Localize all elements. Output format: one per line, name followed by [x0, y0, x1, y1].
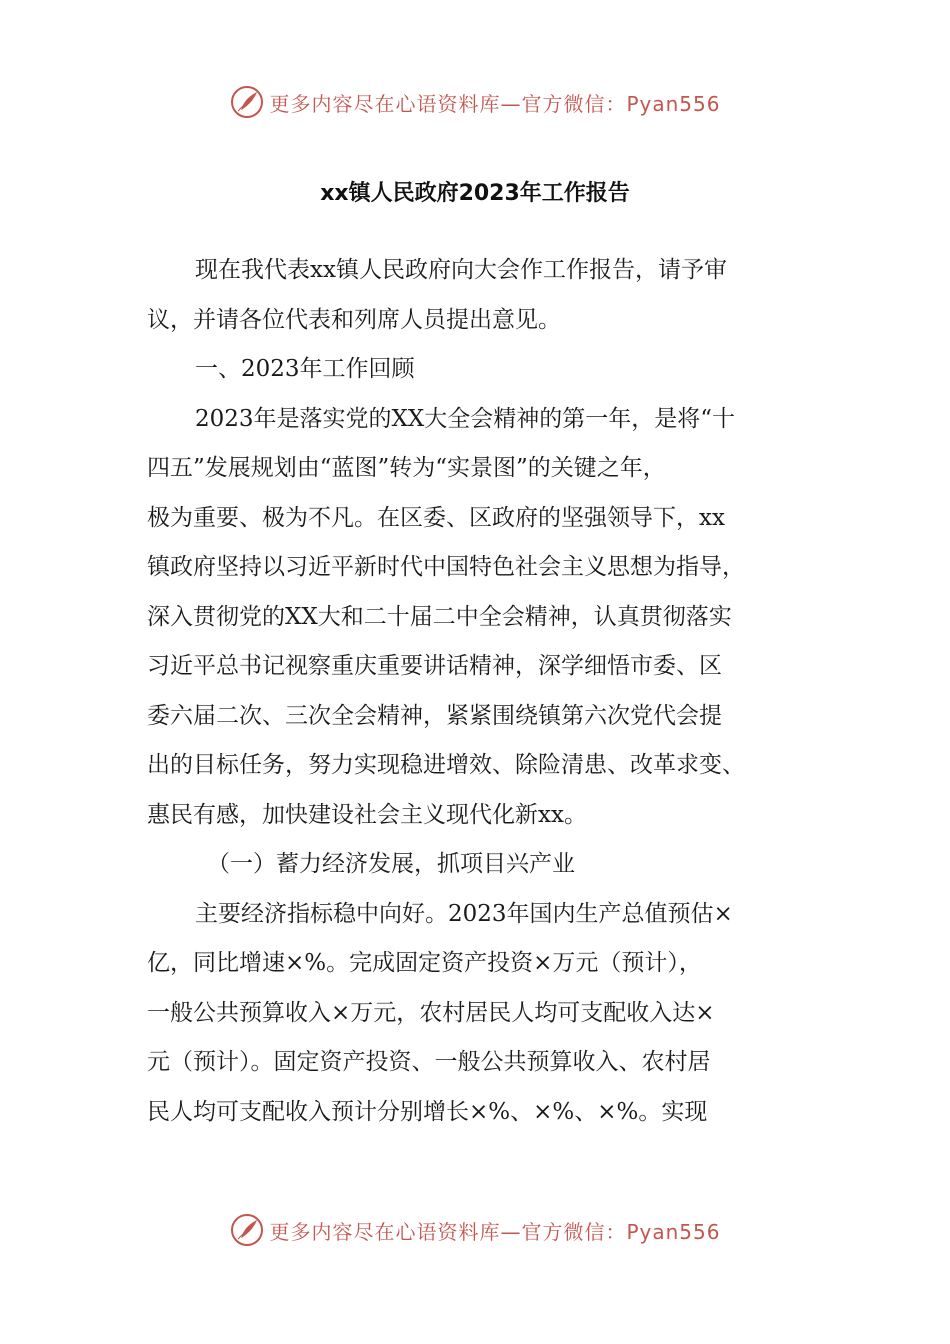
paragraph-line: 主要经济指标稳中向好。2023年国内生产总值预估×	[195, 900, 733, 927]
quill-logo-icon	[229, 84, 265, 120]
paragraph-line: 一般公共预算收入×万元，农村居民人均可支配收入达×	[147, 999, 715, 1026]
watermark-text: 更多内容尽在心语资料库—官方微信：Pyan556	[269, 91, 721, 116]
paragraph-line: 亿，同比增速×%。完成固定资产投资×万元（预计），	[147, 950, 702, 976]
watermark-text: 更多内容尽在心语资料库—官方微信：Pyan556	[269, 1219, 721, 1244]
watermark-banner-bottom	[0, 1210, 950, 1250]
subsection-heading: （一）蓄力经济发展，抓项目兴产业	[207, 851, 575, 877]
paragraph-line: 民人均可支配收入预计分别增长×%、×%、×%。实现	[147, 1098, 708, 1125]
watermark-banner-top	[0, 82, 950, 122]
paragraph-line: 深入贯彻党的XX大和二十届二中全会精神，认真贯彻落实	[147, 603, 732, 630]
paragraph-line: 2023年是落实党的XX大全会精神的第一年，是将“十	[195, 405, 736, 432]
section-heading: 一、2023年工作回顾	[195, 356, 415, 382]
paragraph-line: 出的目标任务，努力实现稳进增效、除险清患、改革求变、	[147, 752, 745, 778]
quill-logo-icon	[229, 1212, 265, 1248]
paragraph-line: 习近平总书记视察重庆重要讲话精神，深学细悟市委、区	[147, 653, 722, 679]
paragraph-line: 四五”发展规划由“蓝图”转为“实景图”的关键之年，	[147, 455, 666, 481]
paragraph-line: 元（预计）。固定资产投资、一般公共预算收入、农村居	[147, 1049, 711, 1075]
paragraph-line: 现在我代表xx镇人民政府向大会作工作报告，请予审	[195, 257, 727, 283]
document-body	[147, 246, 797, 1137]
document-title: xx镇人民政府2023年工作报告	[320, 181, 630, 206]
paragraph-line: 镇政府坚持以习近平新时代中国特色社会主义思想为指导，	[147, 554, 745, 580]
paragraph-line: 极为重要、极为不凡。在区委、区政府的坚强领导下，xx	[147, 504, 725, 531]
paragraph-line: 惠民有感，加快建设社会主义现代化新xx。	[147, 801, 587, 828]
paragraph-line: 委六届二次、三次全会精神，紧紧围绕镇第六次党代会提	[147, 702, 722, 729]
paragraph-line: 议，并请各位代表和列席人员提出意见。	[147, 306, 561, 333]
